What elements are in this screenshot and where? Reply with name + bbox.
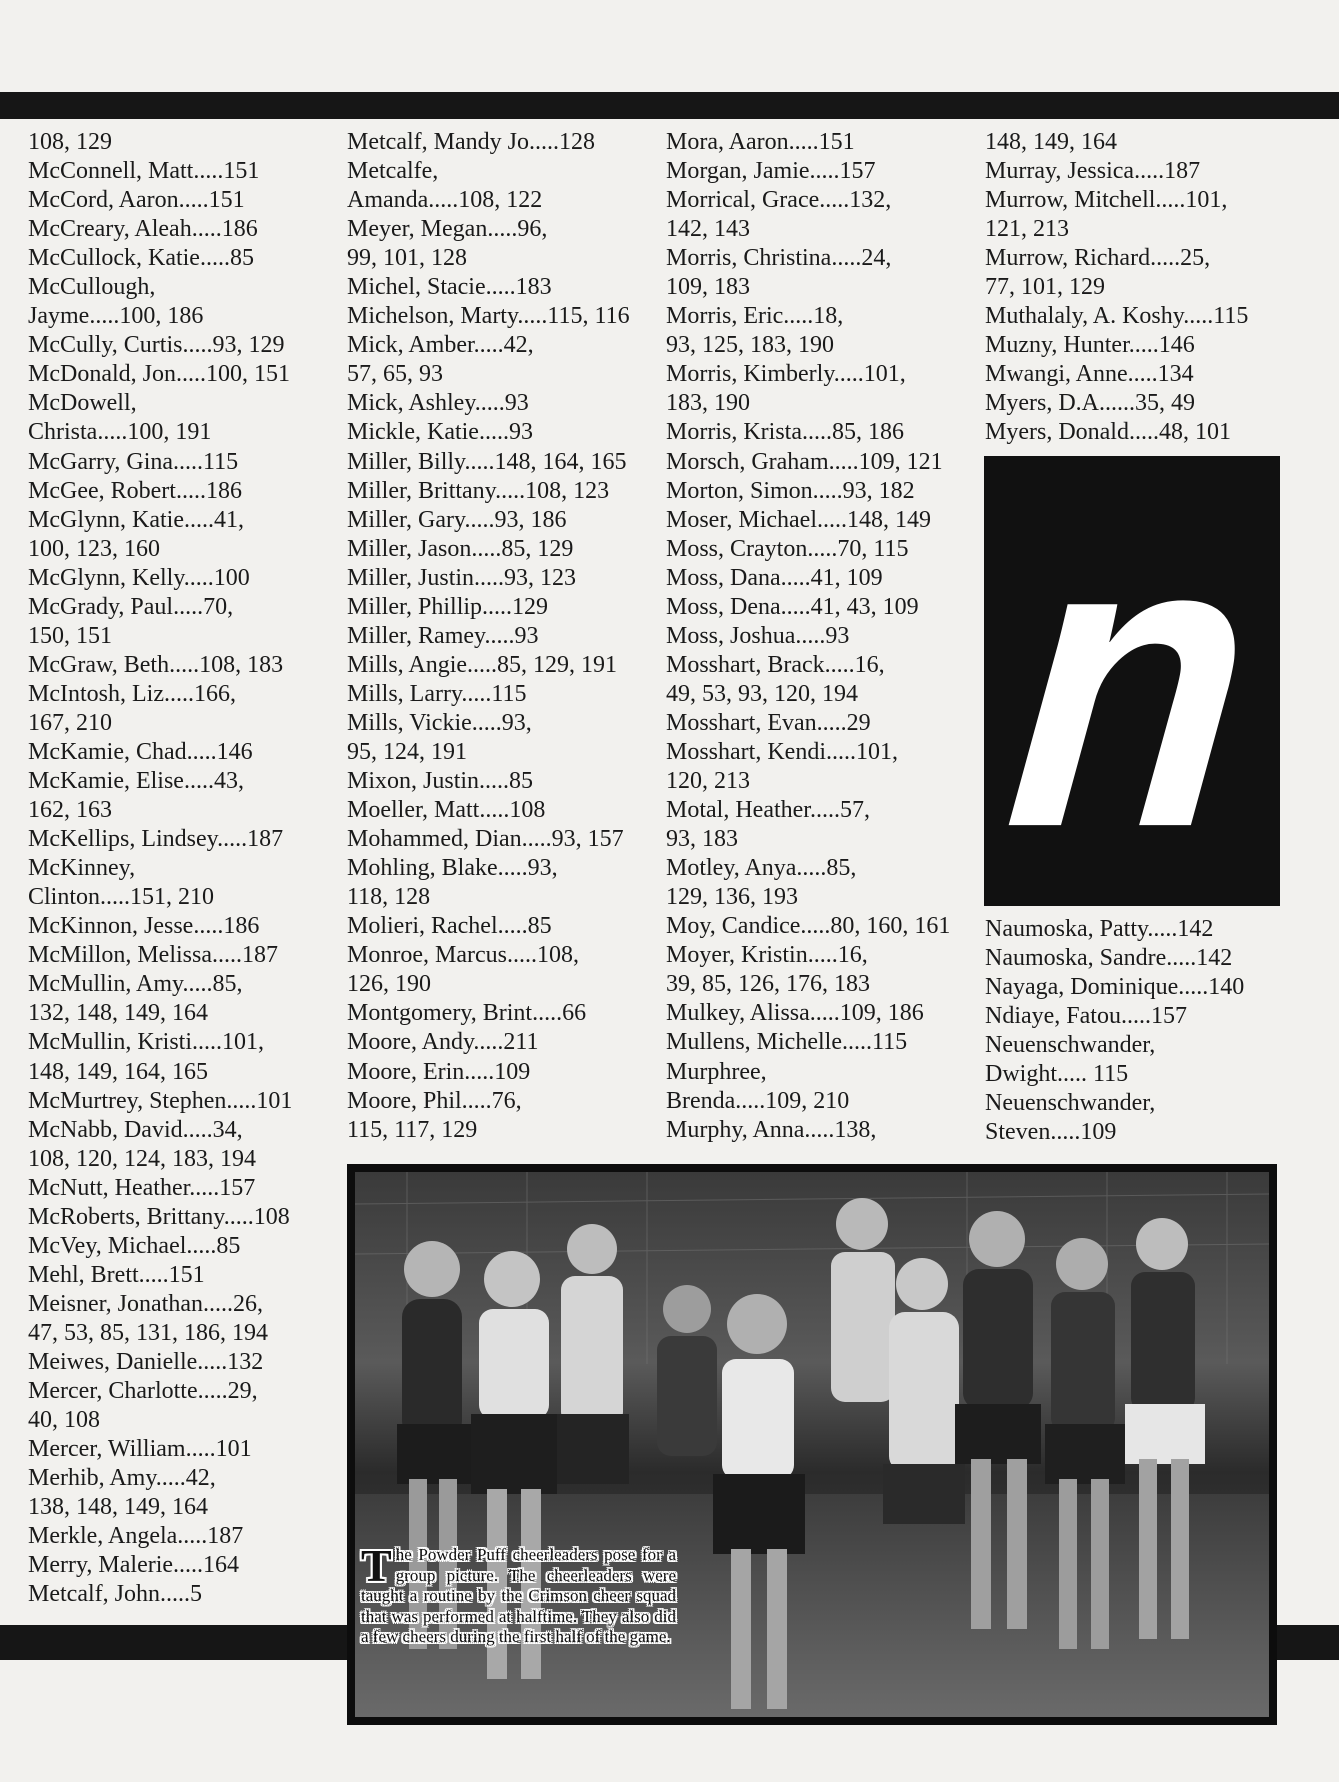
index-entry: 138, 148, 149, 164 — [28, 1494, 208, 1521]
index-entry: 93, 125, 183, 190 — [666, 332, 834, 359]
index-entry: Merry, Malerie.....164 — [28, 1552, 240, 1579]
index-entry: Clinton.....151, 210 — [28, 884, 215, 911]
index-entry: McMurtrey, Stephen.....101 — [28, 1087, 293, 1114]
index-entry: McKinney, — [28, 855, 136, 882]
index-entry: Mosshart, Kendi.....101, — [666, 738, 898, 765]
index-entry: Morton, Simon.....93, 182 — [666, 477, 915, 504]
index-entry: McGlynn, Kelly.....100 — [28, 564, 250, 591]
index-entry: Morsch, Graham.....109, 121 — [666, 448, 943, 475]
index-entry: Moss, Dena.....41, 43, 109 — [666, 593, 919, 620]
index-entry: McMullin, Kristi.....101, — [28, 1029, 265, 1056]
caption-drop-cap: T — [361, 1540, 392, 1591]
index-entry: Michel, Stacie.....183 — [347, 274, 552, 301]
index-entry: Morrical, Grace.....132, — [666, 187, 892, 214]
index-entry: McCullock, Katie.....85 — [28, 245, 254, 272]
index-entry: 132, 148, 149, 164 — [28, 1000, 208, 1027]
index-entry: Mills, Larry.....115 — [347, 680, 527, 707]
index-entry: Nayaga, Dominique.....140 — [985, 974, 1245, 1001]
index-entry: 100, 123, 160 — [28, 535, 160, 562]
index-entry: 108, 120, 124, 183, 194 — [28, 1145, 256, 1172]
index-entry: 148, 149, 164 — [985, 129, 1117, 155]
index-entry: Mora, Aaron.....151 — [666, 129, 855, 155]
index-entry: Metcalfe, — [347, 158, 439, 185]
index-entry: McConnell, Matt.....151 — [28, 158, 260, 185]
index-entry: 150, 151 — [28, 622, 112, 649]
index-entry: Mixon, Justin.....85 — [347, 768, 534, 795]
index-entry: McCullough, — [28, 274, 156, 301]
index-entry: Mulkey, Alissa.....109, 186 — [666, 1000, 924, 1027]
index-entry: Muzny, Hunter.....146 — [985, 332, 1195, 359]
index-entry: Amanda.....108, 122 — [347, 187, 543, 214]
index-entry: Mercer, William.....101 — [28, 1436, 252, 1463]
index-entry: Myers, D.A......35, 49 — [985, 390, 1195, 417]
index-entry: 121, 213 — [985, 216, 1069, 243]
top-black-band — [0, 92, 1339, 119]
index-entry: Moy, Candice.....80, 160, 161 — [666, 913, 951, 940]
index-entry: Morgan, Jamie.....157 — [666, 158, 876, 185]
index-entry: Brenda.....109, 210 — [666, 1087, 850, 1114]
index-entry: Moyer, Kristin.....16, — [666, 942, 868, 969]
index-entry: Montgomery, Brint.....66 — [347, 1000, 587, 1027]
index-entry: 142, 143 — [666, 216, 750, 243]
index-entry: 120, 213 — [666, 768, 750, 795]
index-entry: 93, 183 — [666, 826, 738, 853]
index-entry: McIntosh, Liz.....166, — [28, 680, 236, 707]
index-entry: Miller, Billy.....148, 164, 165 — [347, 448, 627, 475]
index-entry: Murrow, Mitchell.....101, — [985, 187, 1228, 214]
index-entry: McNabb, David.....34, — [28, 1116, 243, 1143]
index-entry: Motley, Anya.....85, — [666, 855, 857, 882]
index-entry: Mercer, Charlotte.....29, — [28, 1378, 258, 1405]
index-entry: McNutt, Heather.....157 — [28, 1174, 256, 1201]
index-entry: Moore, Andy.....211 — [347, 1029, 539, 1056]
index-entry: Murray, Jessica.....187 — [985, 158, 1201, 185]
index-column-4-top — [985, 128, 1248, 448]
index-entry: McGrady, Paul.....70, — [28, 593, 234, 620]
index-entry: Miller, Brittany.....108, 123 — [347, 477, 610, 504]
index-entry: 126, 190 — [347, 971, 431, 998]
index-column-4-bottom — [985, 915, 1244, 1147]
index-entry: Moss, Joshua.....93 — [666, 622, 850, 649]
index-entry: 47, 53, 85, 131, 186, 194 — [28, 1319, 268, 1346]
index-entry: Merkle, Angela.....187 — [28, 1523, 244, 1550]
index-entry: Mehl, Brett.....151 — [28, 1261, 205, 1288]
index-entry: Molieri, Rachel.....85 — [347, 913, 552, 940]
index-entry: McKamie, Elise.....43, — [28, 768, 244, 795]
index-entry: Naumoska, Patty.....142 — [985, 916, 1214, 942]
index-entry: 115, 117, 129 — [347, 1116, 478, 1143]
index-entry: 57, 65, 93 — [347, 361, 443, 388]
index-entry: Meiwes, Danielle.....132 — [28, 1348, 264, 1375]
index-entry: 167, 210 — [28, 709, 112, 736]
index-entry: Steven.....109 — [985, 1119, 1117, 1146]
index-entry: Miller, Justin.....93, 123 — [347, 564, 577, 591]
section-letter: n — [993, 446, 1271, 915]
index-entry: 95, 124, 191 — [347, 738, 467, 765]
index-entry: McGlynn, Katie.....41, — [28, 506, 244, 533]
index-entry: McMillon, Melissa.....187 — [28, 942, 278, 969]
index-entry: Motal, Heather.....57, — [666, 797, 870, 824]
index-entry: Moore, Erin.....109 — [347, 1058, 531, 1085]
photo-caption — [361, 1540, 676, 1648]
index-entry: 148, 149, 164, 165 — [28, 1058, 208, 1085]
index-entry: Mick, Ashley.....93 — [347, 390, 529, 417]
index-column-2 — [347, 128, 630, 1145]
index-entry: Murphy, Anna.....138, — [666, 1116, 877, 1143]
index-entry: 109, 183 — [666, 274, 750, 301]
index-entry: Meisner, Jonathan.....26, — [28, 1290, 263, 1317]
index-entry: McRoberts, Brittany.....108 — [28, 1203, 290, 1230]
index-entry: Neuenschwander, — [985, 1090, 1156, 1117]
index-entry: Mosshart, Evan.....29 — [666, 709, 871, 736]
index-entry: McKinnon, Jesse.....186 — [28, 913, 260, 940]
index-entry: McKellips, Lindsey.....187 — [28, 826, 284, 853]
index-entry: Murphree, — [666, 1058, 767, 1085]
index-entry: Mills, Vickie.....93, — [347, 709, 532, 736]
index-entry: Metcalf, John.....5 — [28, 1581, 202, 1608]
index-entry: 108, 129 — [28, 129, 112, 155]
index-entry: Mickle, Katie.....93 — [347, 419, 533, 446]
index-entry: Merhib, Amy.....42, — [28, 1465, 216, 1492]
caption-text: he Powder Puff cheerleaders pose for a group picture. The cheerleaders were taught a routine by the Crimson cheer squad that was performed at halftime. They also did a few cheers during the first half of the game. — [361, 1545, 676, 1646]
index-entry: Christa.....100, 191 — [28, 419, 212, 446]
index-entry: Neuenschwander, — [985, 1032, 1156, 1059]
section-letter-box — [984, 446, 1280, 915]
index-entry: 118, 128 — [347, 884, 431, 911]
index-entry: McCord, Aaron.....151 — [28, 187, 245, 214]
index-entry: Miller, Gary.....93, 186 — [347, 506, 567, 533]
index-entry: Mosshart, Brack.....16, — [666, 651, 885, 678]
index-entry: Michelson, Marty.....115, 116 — [347, 303, 630, 330]
index-entry: Miller, Jason.....85, 129 — [347, 535, 574, 562]
index-entry: Murrow, Richard.....25, — [985, 245, 1211, 272]
index-entry: McCreary, Aleah.....186 — [28, 216, 258, 243]
index-entry: 39, 85, 126, 176, 183 — [666, 971, 870, 998]
index-entry: McDonald, Jon.....100, 151 — [28, 361, 290, 388]
index-entry: McVey, Michael.....85 — [28, 1232, 241, 1259]
index-entry: Miller, Ramey.....93 — [347, 622, 539, 649]
index-entry: Mick, Amber.....42, — [347, 332, 534, 359]
index-entry: Monroe, Marcus.....108, — [347, 942, 579, 969]
index-entry: Miller, Phillip.....129 — [347, 593, 549, 620]
index-entry: Mills, Angie.....85, 129, 191 — [347, 651, 618, 678]
index-entry: Moss, Crayton.....70, 115 — [666, 535, 909, 562]
index-entry: Moore, Phil.....76, — [347, 1087, 522, 1114]
index-entry: Morris, Christina.....24, — [666, 245, 892, 272]
index-entry: 77, 101, 129 — [985, 274, 1105, 301]
index-entry: 129, 136, 193 — [666, 884, 798, 911]
index-entry: Mohammed, Dian.....93, 157 — [347, 826, 624, 853]
index-entry: McGarry, Gina.....115 — [28, 448, 239, 475]
index-entry: McDowell, — [28, 390, 137, 417]
index-entry: 40, 108 — [28, 1407, 100, 1434]
index-entry: Morris, Krista.....85, 186 — [666, 419, 904, 446]
index-entry: Meyer, Megan.....96, — [347, 216, 548, 243]
index-column-1 — [28, 128, 292, 1609]
index-entry: Ndiaye, Fatou.....157 — [985, 1003, 1187, 1030]
index-entry: McGraw, Beth.....108, 183 — [28, 651, 284, 678]
index-entry: Mwangi, Anne.....134 — [985, 361, 1194, 388]
index-entry: Dwight..... 115 — [985, 1061, 1129, 1088]
index-column-3 — [666, 128, 950, 1145]
index-entry: McGee, Robert.....186 — [28, 477, 242, 504]
index-entry: Mohling, Blake.....93, — [347, 855, 558, 882]
index-entry: 49, 53, 93, 120, 194 — [666, 680, 858, 707]
index-entry: Moss, Dana.....41, 109 — [666, 564, 883, 591]
index-entry: McCully, Curtis.....93, 129 — [28, 332, 285, 359]
index-entry: Metcalf, Mandy Jo.....128 — [347, 129, 595, 155]
index-entry: Mullens, Michelle.....115 — [666, 1029, 908, 1056]
index-entry: 99, 101, 128 — [347, 245, 467, 272]
index-entry: Muthalaly, A. Koshy.....115 — [985, 303, 1249, 330]
index-entry: 162, 163 — [28, 797, 112, 824]
index-entry: 183, 190 — [666, 390, 750, 417]
index-entry: McMullin, Amy.....85, — [28, 971, 243, 998]
index-entry: Myers, Donald.....48, 101 — [985, 419, 1231, 446]
index-entry: McKamie, Chad.....146 — [28, 738, 253, 765]
index-entry: Jayme.....100, 186 — [28, 303, 204, 330]
index-entry: Morris, Eric.....18, — [666, 303, 844, 330]
index-entry: Moser, Michael.....148, 149 — [666, 506, 931, 533]
index-entry: Moeller, Matt.....108 — [347, 797, 546, 824]
index-entry: Morris, Kimberly.....101, — [666, 361, 906, 388]
index-entry: Naumoska, Sandre.....142 — [985, 945, 1233, 972]
